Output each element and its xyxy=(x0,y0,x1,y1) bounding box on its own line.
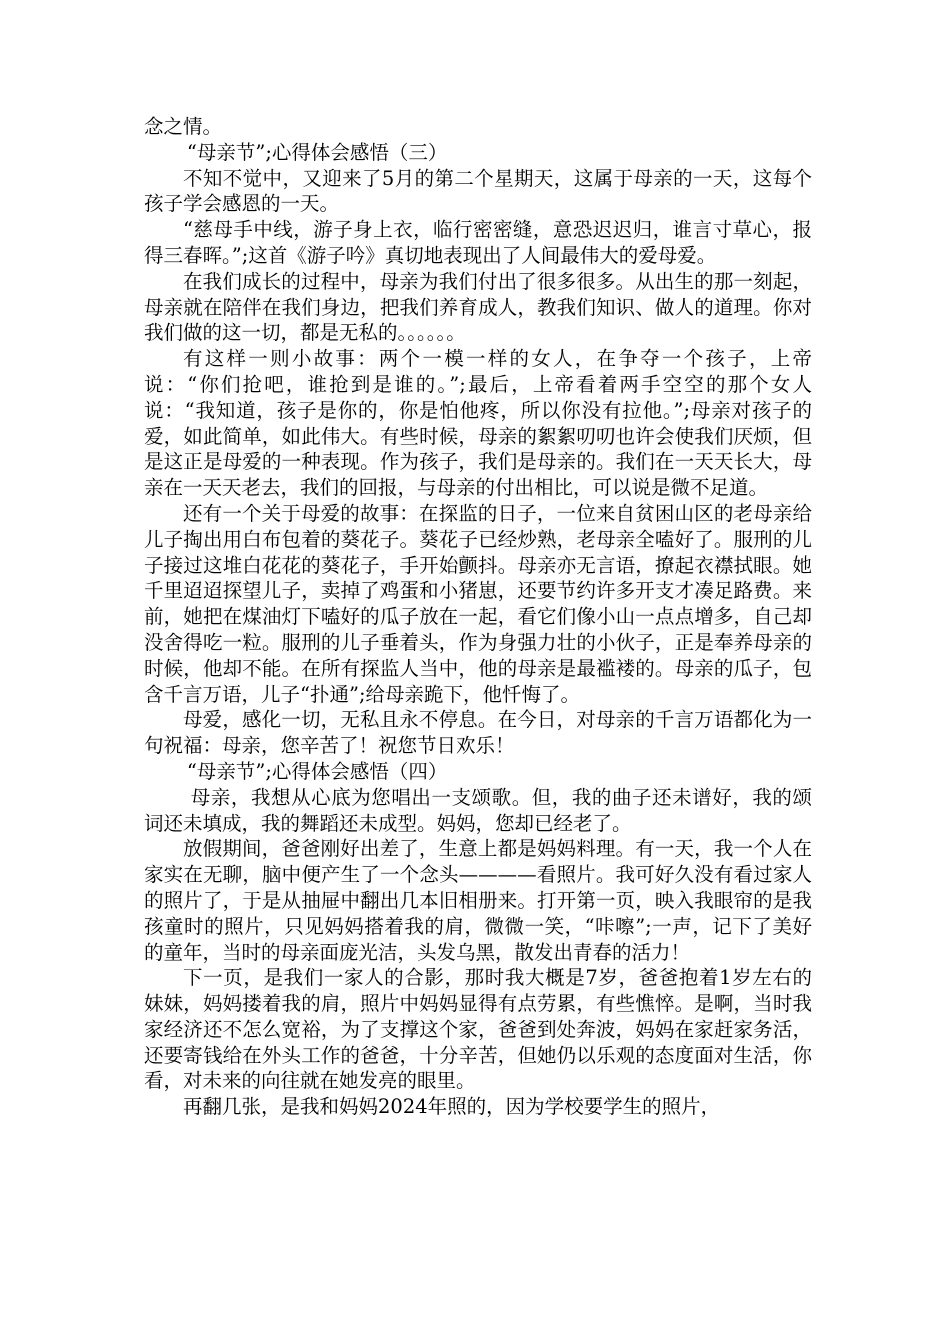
paragraph: 念之情。 xyxy=(144,115,223,138)
section-heading: “母亲节”;心得体会感悟（四） xyxy=(186,759,448,783)
paragraph: 在我们成长的过程中，母亲为我们付出了很多很多。从出生的那一刻起，母亲就在陪伴在我们身边，把我们养育成人，教我们知识、做人的道理。你对我们做的这一切，都是无私的。。。。。。 xyxy=(144,269,812,345)
document-page xyxy=(144,114,812,1120)
paragraph: 母爱，感化一切，无私且永不停息。在今日，对母亲的千言万语都化为一句祝福：母亲，您辛苦了！祝您节日欢乐！ xyxy=(144,708,812,758)
paragraph: 下一页，是我们一家人的合影，那时我大概是7岁，爸爸抱着1岁左右的妹妹，妈妈搂着我的肩，照片中妈妈显得有点劳累，有些憔悴。是啊，当时我家经济还不怎么宽裕，为了支撑这个家，爸爸到处奔波，妈妈在家赶家务活，还要寄钱给在外头工作的爸爸，十分辛苦，但她仍以乐观的态度面对生活，你看，对未来的向往就在她发亮的眼里。 xyxy=(144,966,812,1093)
paragraph: 再翻几张，是我和妈妈2024年照的，因为学校要学生的照片， xyxy=(183,1095,721,1119)
paragraph: 放假期间，爸爸刚好出差了，生意上都是妈妈料理。有一天，我一个人在家实在无聊，脑中便产生了一个念头————看照片。我可好久没有看过家人的照片了，于是从抽屉中翻出几本旧相册来。打开第一页，映入我眼帘的是我孩童时的照片，只见妈妈搭着我的肩，微微一笑，“咔嚓”;一声，记下了美好的童年，当时的母亲面庞光洁，头发乌黑，散发出青春的活力！ xyxy=(144,837,812,964)
paragraph: 有这样一则小故事：两个一模一样的女人，在争夺一个孩子，上帝说：“你们抢吧，谁抢到是谁的。”;最后，上帝看着两手空空的那个女人说：“我知道，孩子是你的，你是怕他疼，所以你没有拉他。”;母亲对孩子的爱，如此简单，如此伟大。有些时候，母亲的絮絮叨叨也许会使我们厌烦，但是这正是母爱的一种表现。作为孩子，我们是母亲的。我们在一天天长大，母亲在一天天老去，我们的回报，与母亲的付出相比，可以说是微不足道。 xyxy=(144,347,812,500)
paragraph: 不知不觉中，又迎来了5月的第二个星期天，这属于母亲的一天，这每个孩子学会感恩的一天。 xyxy=(144,166,812,216)
paragraph: 还有一个关于母爱的故事：在探监的日子，一位来自贫困山区的老母亲给儿子掏出用白布包着的葵花子。葵花子已经炒熟，老母亲全嗑好了。服刑的儿子接过这堆白花花的葵花子，手开始颤抖。母亲亦无言语，撩起衣襟拭眼。她千里迢迢探望儿子，卖掉了鸡蛋和小猪崽，还要节约许多开支才凑足路费。来前，她把在煤油灯下嗑好的瓜子放在一起，看它们像小山一点点增多，自己却没舍得吃一粒。服刑的儿子垂着头，作为身强力壮的小伙子，正是奉养母亲的时候，他却不能。在所有探监人当中，他的母亲是最褴褛的。母亲的瓜子，包含千言万语，儿子“扑通”;给母亲跪下，他忏悔了。 xyxy=(144,501,812,706)
paragraph: “慈母手中线，游子身上衣，临行密密缝，意恐迟迟归，谁言寸草心，报得三春晖。”;这首《游子吟》真切地表现出了人间最伟大的爱母爱。 xyxy=(144,218,812,267)
section-heading: “母亲节”;心得体会感悟（三） xyxy=(186,140,448,164)
paragraph: 母亲，我想从心底为您唱出一支颂歌。但，我的曲子还未谱好，我的颂词还未填成，我的舞蹈还未成型。妈妈，您却已经老了。 xyxy=(144,785,812,835)
